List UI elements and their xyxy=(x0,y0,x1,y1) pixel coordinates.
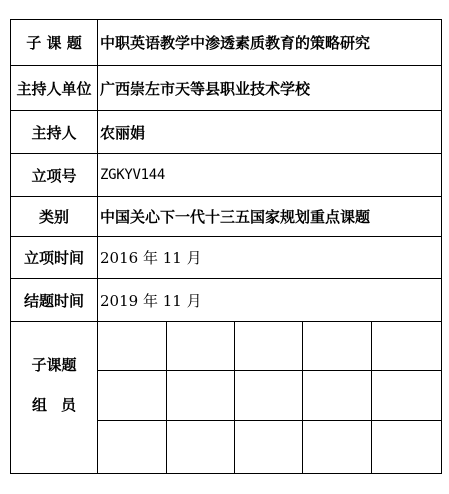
members-label-line1: 子课题 xyxy=(31,356,77,374)
member-cell xyxy=(98,421,167,474)
category-label: 类别 xyxy=(11,197,98,236)
row-host-unit xyxy=(11,66,441,111)
members-label xyxy=(11,322,98,473)
host-unit-label: 主持人单位 xyxy=(11,66,98,110)
end-date-value: 2019 年 11 月 xyxy=(100,291,202,310)
host-value: 农丽娟 xyxy=(100,123,146,142)
end-date-label: 结题时间 xyxy=(11,279,98,321)
project-info-table xyxy=(10,19,442,474)
member-cell xyxy=(98,322,167,371)
members-grid xyxy=(98,322,441,473)
member-cell xyxy=(372,371,441,421)
project-number-label: 立项号 xyxy=(11,154,98,196)
member-cell xyxy=(235,322,303,371)
member-cell xyxy=(167,421,235,474)
row-category xyxy=(11,197,441,237)
member-cell xyxy=(303,421,372,474)
member-cell xyxy=(235,421,303,474)
row-project-number xyxy=(11,154,441,197)
start-date-label: 立项时间 xyxy=(11,237,98,278)
member-cell xyxy=(235,371,303,421)
subject-value: 中职英语教学中渗透素质教育的策略研究 xyxy=(100,34,371,52)
host-label: 主持人 xyxy=(11,111,98,153)
member-cell xyxy=(372,322,441,371)
row-subject xyxy=(11,20,441,66)
project-number-value: ZGKYV144 xyxy=(100,167,166,183)
member-cell xyxy=(372,421,441,474)
member-cell xyxy=(167,322,235,371)
start-date-value: 2016 年 11 月 xyxy=(100,249,202,267)
member-cell xyxy=(98,371,167,421)
members-label-line2: 组员 xyxy=(31,396,90,414)
host-unit-value: 广西崇左市天等县职业技术学校 xyxy=(100,79,311,98)
row-end-date xyxy=(11,279,441,322)
member-cell xyxy=(303,371,372,421)
subject-label: 子 课 题 xyxy=(11,20,98,65)
row-start-date xyxy=(11,237,441,279)
row-host xyxy=(11,111,441,154)
member-cell xyxy=(167,371,235,421)
category-value: 中国关心下一代十三五国家规划重点课题 xyxy=(100,208,371,226)
member-cell xyxy=(303,322,372,371)
